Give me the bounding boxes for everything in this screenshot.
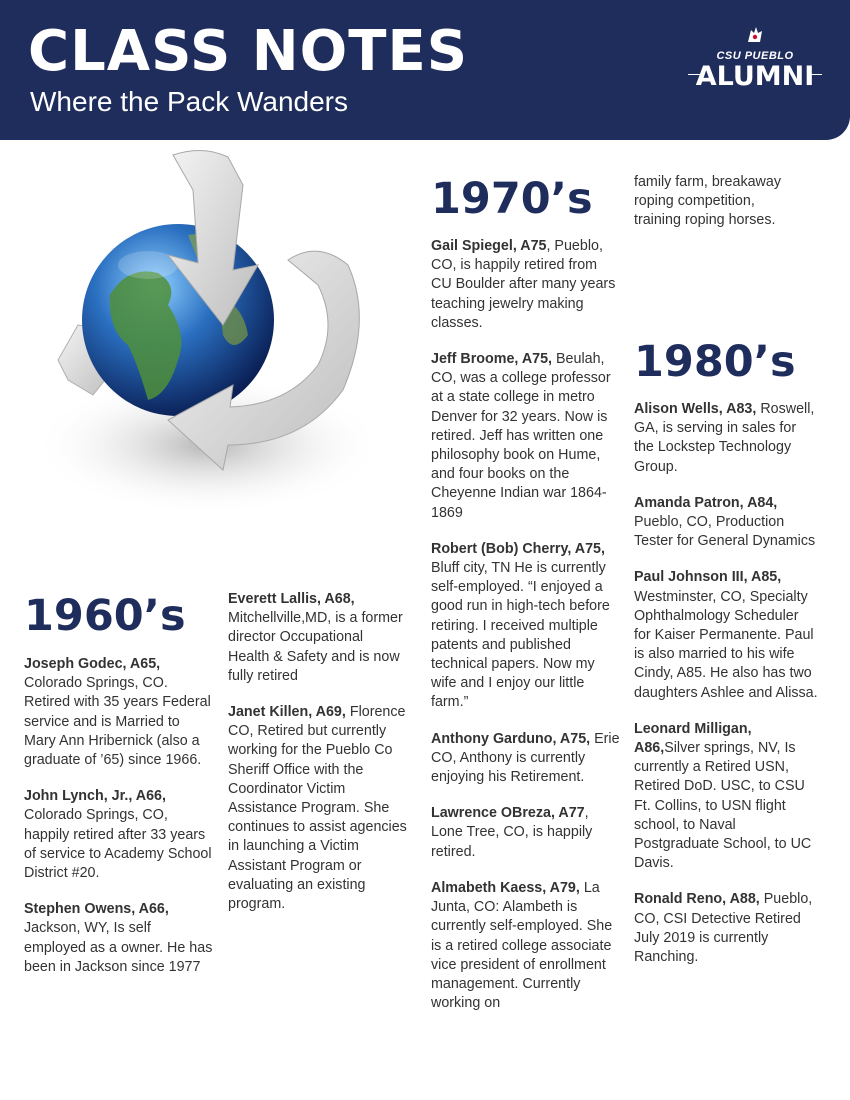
column-1960s-b: [228, 590, 408, 931]
class-note-entry: [228, 590, 408, 686]
alumni-name: Amanda Patron, A84,: [634, 494, 778, 511]
class-note-entry: [431, 540, 621, 713]
alumni-name: Lawrence OBreza, A77: [431, 805, 585, 822]
class-note-entry: [431, 730, 621, 788]
decade-heading-1960s: 1960’s: [24, 591, 186, 641]
class-note-entry: [634, 400, 819, 477]
csu-pueblo-alumni-logo: [688, 24, 822, 94]
alumni-note: Westminster, CO, Specialty Ophthalmology Scheduler for Kaiser Permanente. Paul is also married to his wife Cindy, A85. He also has two daughters Ashlee and Alissa.: [634, 588, 818, 701]
class-note-entry: [634, 568, 819, 702]
decade-heading-1970s: 1970’s: [431, 174, 593, 224]
header-banner: [0, 0, 850, 140]
logo-alumni: ALUMNI: [695, 61, 815, 92]
class-note-entry: [431, 879, 621, 1013]
class-note-continuation: family farm, breakaway roping competition, training roping horses.: [634, 174, 781, 229]
column-continuation: [634, 173, 804, 248]
alumni-note: Jackson, WY, Is self employed as a owner. He has been in Jackson since 1977: [24, 920, 213, 975]
alumni-note: Pueblo, CO, Production Tester for General Dynamics: [634, 514, 816, 550]
page-title: CLASS NOTES: [28, 19, 469, 84]
column-1980s: [634, 400, 819, 984]
alumni-note: Mitchellville,MD, is a former director Occupational Health & Safety and is now fully retired: [228, 610, 403, 684]
column-1970s: [431, 237, 621, 1030]
alumni-note: Erie CO, Anthony is currently enjoying his Retirement.: [431, 730, 620, 786]
wolf-mascot-icon: [744, 24, 766, 46]
alumni-note: Beulah, CO, was a college professor at a state college in metro Denver for 32 years. Now is retired. Jeff has written one philosophy book on Hume, and four books on the Cheyenne Indian war 1864-1869: [431, 351, 611, 521]
logo-csu-pueblo: CSU PUEBLO: [716, 50, 794, 62]
alumni-name: Jeff Broome, A75,: [431, 351, 553, 368]
alumni-note: Silver springs, NV, Is currently a Retired USN, Retired DoD. USC, to CSU Ft. Collins, to USN flight school, to Naval Postgraduate School, to UC Davis.: [634, 740, 812, 872]
alumni-note: , Lone Tree, CO, is happily retired.: [431, 805, 593, 860]
class-note-entry: [24, 787, 214, 883]
alumni-name: John Lynch, Jr., A66,: [24, 788, 166, 805]
alumni-name: Robert (Bob) Cherry, A75,: [431, 540, 605, 557]
class-note-entry: [431, 237, 621, 333]
alumni-note: La Junta, CO: Alambeth is currently self-employed. She is a retired college associate vice president of enrollment management. Currently working on: [431, 879, 613, 1012]
alumni-note: Pueblo, CO, CSI Detective Retired July 2019 is currently Ranching.: [634, 891, 813, 966]
class-note-entry: [24, 655, 214, 770]
alumni-name: Anthony Garduno, A75,: [431, 730, 591, 747]
class-note-entry: [634, 890, 819, 967]
page-subtitle: Where the Pack Wanders: [30, 86, 348, 117]
class-note-entry: [24, 900, 214, 977]
alumni-note: , Pueblo, CO, is happily retired from CU Boulder after many years teaching jewelry making classes.: [431, 238, 616, 331]
alumni-note: Colorado Springs, CO. Retired with 35 years Federal service and is Married to Mary Ann Hribernick (also a graduate of ’65) since 1966.: [24, 675, 211, 769]
alumni-name: Stephen Owens, A66,: [24, 901, 169, 918]
alumni-name: Everett Lallis, A68,: [228, 591, 355, 607]
alumni-name: Gail Spiegel, A75: [431, 238, 547, 254]
alumni-name: Ronald Reno, A88,: [634, 891, 760, 908]
alumni-note: Roswell, GA, is serving in sales for the Lockstep Technology Group.: [634, 401, 815, 475]
alumni-name: Joseph Godec, A65,: [24, 656, 161, 672]
alumni-name: Leonard Milligan, A86,: [634, 720, 752, 757]
class-note-entry: [634, 494, 819, 552]
alumni-name: Almabeth Kaess, A79,: [431, 879, 580, 896]
alumni-name: Janet Killen, A69,: [228, 704, 346, 721]
alumni-name: Paul Johnson III, A85,: [634, 569, 782, 586]
column-1960s-a: [24, 655, 214, 994]
globe-arrows-icon: [18, 145, 390, 545]
class-note-entry: [228, 703, 408, 914]
class-note-entry: [431, 804, 621, 862]
decade-heading-1980s: 1980’s: [634, 337, 796, 387]
class-note-entry: [634, 720, 819, 874]
alumni-note: Colorado Springs, CO, happily retired after 33 years of service to Academy School District #20.: [24, 807, 212, 882]
alumni-note: Florence CO, Retired but currently working for the Pueblo Co Sheriff Office with the Coordinator Victim Assistance Program. She continues to assist agencies in launching a Victim Assistant Program or evaluating an existing program.: [228, 704, 407, 913]
alumni-note: Bluff city, TN He is currently self-employed. “I enjoyed a good run in high-tech before retiring. I received multiple patents and published technical papers. Now my wife and I enjoy our little farm.”: [431, 560, 610, 711]
class-note-entry: [431, 350, 621, 523]
alumni-name: Alison Wells, A83,: [634, 401, 757, 417]
